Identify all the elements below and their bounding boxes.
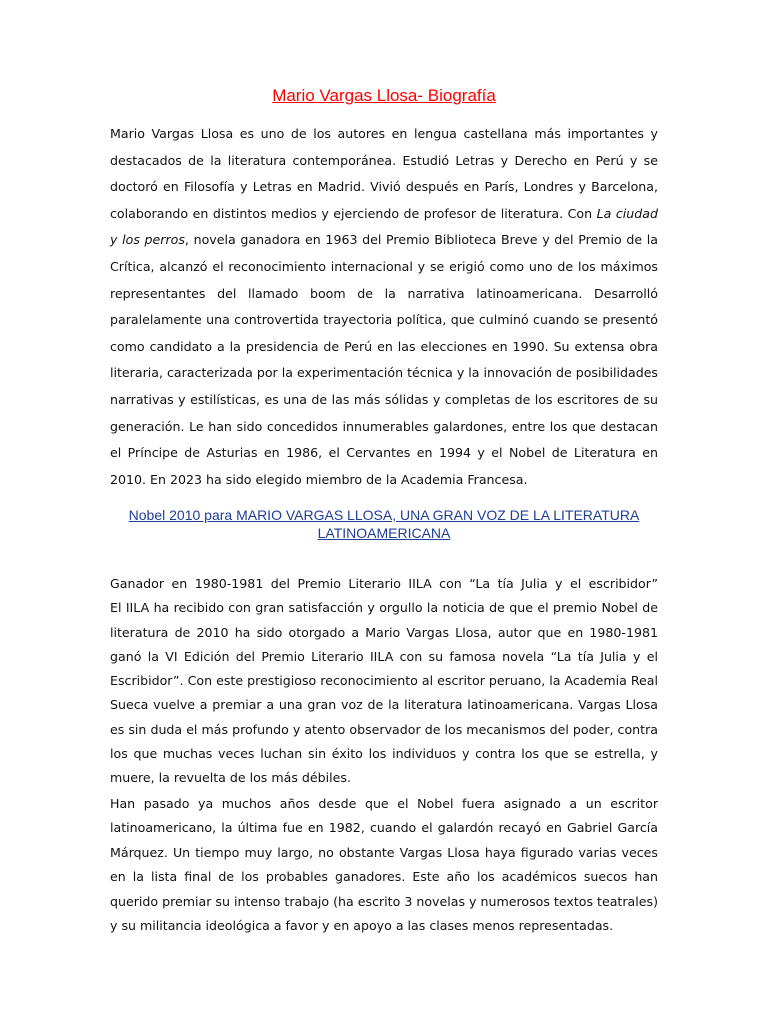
novel-title: La ciudad y los perros (110, 205, 658, 248)
biography-paragraph (110, 121, 658, 493)
bio-text-part2: , novela ganadora en 1963 del Premio Biblioteca Breve y del Premio de la Crítica, alcanzó el reconocimiento internacional y se erigió como uno de los máximos representantes del llamado boom de la narrativa latinoamericana. Desarrolló paralelamente una controvertida trayectoria política, que culminó cuando se presentó como candidato a la presidencia de Perú en las elecciones en 1990. Su extensa obra literaria, caracterizada por la experimentación técnica y la innovación de posibilidades narrativas y estilísticas, es una de las más sólidas y completas de los escritores de su generación. Le han sido concedidos innumerables galardones, entre los que destacan el Príncipe de Asturias en 1986, el Cervantes en 1994 y el Nobel de Literatura en 2010. En 2023 ha sido elegido miembro de la Academia Francesa. (110, 232, 659, 487)
nobel-text: El IILA ha recibido con gran satisfacción y orgullo la noticia de que el premio Nobel de literatura de 2010 ha sido otorgado a Mario Vargas Llosa, autor que en 1980-1981 ganó la VI Edición del Premio Literario IILA con su famosa novela “La tía Julia y el Escribidor”. Con este prestigioso reconocimiento al escritor peruano, la Academia Real Sueca vuelve a premiar a una gran voz de la literatura latinoamericana. Vargas Llosa es sin duda el más profundo y atento observador de los mecanismos del poder, contra los que muchas veces luchan sin éxito los individuos y contra los que se estrella, y muere, la revuelta de los más débiles. (110, 600, 658, 786)
document-title: Mario Vargas Llosa- Biografía (272, 86, 496, 105)
history-paragraph: Han pasado ya muchos años desde que el Nobel fuera asignado a un escritor latinoamericano, la última fue en 1982, cuando el galardón recayó en Gabriel García Márquez. Un tiempo muy largo, no obstante Vargas Llosa haya figurado varias veces en la lista final de los probables ganadores. Este año los académicos suecos han querido premiar su intenso trabajo (ha escrito 3 novelas y numerosos textos teatrales) y su militancia ideológica a favor y en apoyo a las clases menos representadas. (110, 796, 658, 934)
prize-heading: Ganador en 1980-1981 del Premio Literario IILA con “La tía Julia y el escribidor” (110, 576, 658, 591)
bio-text-part1: Mario Vargas Llosa es uno de los autores en lengua castellana más importantes y destacados de la literatura contemporánea. Estudió Letras y Derecho en Perú y se doctoró en Filosofía y Letras en Madrid. Vivió después en París, Londres y Barcelona, colaborando en distintos medios y ejerciendo de profesor de literatura. Con (110, 126, 658, 221)
nobel-paragraph (110, 572, 658, 791)
section-subtitle-link[interactable]: Nobel 2010 para MARIO VARGAS LLOSA, UNA GRAN VOZ DE LA LITERATURA LATINOAMERICANA (128, 507, 640, 541)
